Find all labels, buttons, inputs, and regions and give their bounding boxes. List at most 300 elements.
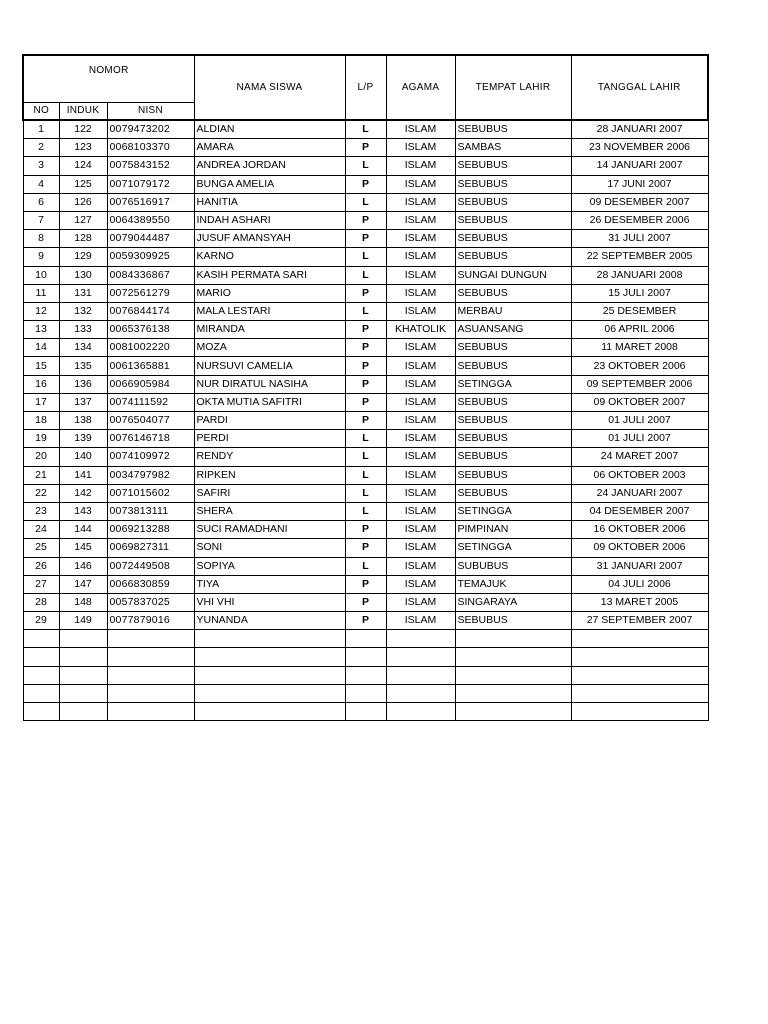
cell-nisn: 0069827311 (107, 539, 194, 557)
cell-no: 12 (23, 302, 59, 320)
cell-nisn: 0034797982 (107, 466, 194, 484)
cell-nama-siswa: MIRANDA (194, 321, 345, 339)
cell-agama: ISLAM (386, 139, 455, 157)
table-row (23, 484, 708, 502)
cell-agama: ISLAM (386, 466, 455, 484)
cell-agama-empty (386, 630, 455, 648)
cell-nama-siswa: AMARA (194, 139, 345, 157)
cell-induk-empty (59, 630, 107, 648)
table-row (23, 230, 708, 248)
cell-lp: P (345, 539, 386, 557)
cell-tanggal-lahir: 16 OKTOBER 2006 (571, 521, 708, 539)
cell-induk: 128 (59, 230, 107, 248)
cell-lp: P (345, 521, 386, 539)
cell-tempat-lahir: SEBUBUS (455, 484, 571, 502)
header-nisn: NISN (107, 103, 194, 121)
table-row (23, 175, 708, 193)
cell-induk: 133 (59, 321, 107, 339)
cell-tempat-lahir: SAMBAS (455, 139, 571, 157)
cell-tanggal-lahir: 24 MARET 2007 (571, 448, 708, 466)
cell-tempat-lahir: TEMAJUK (455, 575, 571, 593)
cell-tanggal-lahir: 27 SEPTEMBER 2007 (571, 612, 708, 630)
cell-lp: L (345, 266, 386, 284)
cell-nama-siswa-empty (194, 630, 345, 648)
cell-induk: 124 (59, 157, 107, 175)
cell-tanggal-lahir: 01 JULI 2007 (571, 430, 708, 448)
cell-agama-empty (386, 684, 455, 702)
cell-agama: ISLAM (386, 557, 455, 575)
table-row (23, 612, 708, 630)
cell-tempat-lahir: SEBUBUS (455, 412, 571, 430)
cell-tempat-lahir: SEBUBUS (455, 193, 571, 211)
cell-tempat-lahir: SEBUBUS (455, 211, 571, 229)
cell-lp: P (345, 412, 386, 430)
table-row (23, 393, 708, 411)
cell-nisn: 0072449508 (107, 557, 194, 575)
cell-agama: ISLAM (386, 539, 455, 557)
cell-tanggal-lahir: 11 MARET 2008 (571, 339, 708, 357)
cell-tempat-lahir: SEBUBUS (455, 393, 571, 411)
cell-nama-siswa: MALA LESTARI (194, 302, 345, 320)
cell-tempat-lahir: SETINGGA (455, 502, 571, 520)
cell-induk: 147 (59, 575, 107, 593)
cell-tempat-lahir: SEBUBUS (455, 448, 571, 466)
cell-lp: L (345, 484, 386, 502)
cell-nama-siswa-empty (194, 648, 345, 666)
cell-no: 10 (23, 266, 59, 284)
cell-lp: P (345, 211, 386, 229)
cell-lp-empty (345, 666, 386, 684)
cell-no: 22 (23, 484, 59, 502)
table-body (23, 120, 708, 721)
cell-agama-empty (386, 666, 455, 684)
cell-agama: KHATOLIK (386, 321, 455, 339)
cell-tempat-lahir: SETINGGA (455, 539, 571, 557)
table-row (23, 575, 708, 593)
cell-nisn: 0076844174 (107, 302, 194, 320)
cell-tanggal-lahir: 17 JUNI 2007 (571, 175, 708, 193)
cell-lp: L (345, 248, 386, 266)
cell-no-empty (23, 648, 59, 666)
cell-tempat-lahir: SETINGGA (455, 375, 571, 393)
cell-no: 27 (23, 575, 59, 593)
header-induk: INDUK (59, 103, 107, 121)
cell-tempat-lahir: SEBUBUS (455, 284, 571, 302)
cell-nama-siswa: SOPIYA (194, 557, 345, 575)
cell-nama-siswa: ALDIAN (194, 120, 345, 139)
cell-nama-siswa-empty (194, 684, 345, 702)
cell-nisn-empty (107, 648, 194, 666)
cell-nama-siswa: RIPKEN (194, 466, 345, 484)
cell-no: 24 (23, 521, 59, 539)
cell-nama-siswa: SAFIRI (194, 484, 345, 502)
cell-no: 18 (23, 412, 59, 430)
cell-agama: ISLAM (386, 284, 455, 302)
cell-tanggal-lahir: 01 JULI 2007 (571, 412, 708, 430)
cell-lp-empty (345, 684, 386, 702)
cell-nama-siswa: JUSUF AMANSYAH (194, 230, 345, 248)
table-row (23, 248, 708, 266)
table-row (23, 120, 708, 139)
cell-tanggal-lahir: 28 JANUARI 2008 (571, 266, 708, 284)
cell-no: 25 (23, 539, 59, 557)
cell-nama-siswa: SHERA (194, 502, 345, 520)
cell-tempat-lahir-empty (455, 648, 571, 666)
cell-no-empty (23, 703, 59, 721)
cell-agama: ISLAM (386, 211, 455, 229)
table-row (23, 302, 708, 320)
cell-induk: 142 (59, 484, 107, 502)
cell-nisn: 0065376138 (107, 321, 194, 339)
cell-agama: ISLAM (386, 266, 455, 284)
cell-tempat-lahir: SEBUBUS (455, 430, 571, 448)
cell-induk: 127 (59, 211, 107, 229)
table-row (23, 139, 708, 157)
cell-induk-empty (59, 666, 107, 684)
cell-nisn: 0079044487 (107, 230, 194, 248)
cell-induk: 131 (59, 284, 107, 302)
cell-nama-siswa: PERDI (194, 430, 345, 448)
cell-tanggal-lahir: 28 JANUARI 2007 (571, 120, 708, 139)
table-row (23, 412, 708, 430)
cell-nama-siswa: PARDI (194, 412, 345, 430)
cell-lp-empty (345, 630, 386, 648)
cell-tanggal-lahir: 04 DESEMBER 2007 (571, 502, 708, 520)
cell-nisn-empty (107, 703, 194, 721)
table-row (23, 375, 708, 393)
cell-lp: P (345, 321, 386, 339)
cell-no: 14 (23, 339, 59, 357)
cell-no: 17 (23, 393, 59, 411)
cell-lp: P (345, 593, 386, 611)
cell-nisn-empty (107, 666, 194, 684)
cell-agama: ISLAM (386, 120, 455, 139)
cell-agama: ISLAM (386, 502, 455, 520)
cell-induk: 140 (59, 448, 107, 466)
cell-lp: P (345, 339, 386, 357)
cell-agama: ISLAM (386, 175, 455, 193)
cell-induk-empty (59, 703, 107, 721)
cell-nisn: 0081002220 (107, 339, 194, 357)
cell-agama: ISLAM (386, 193, 455, 211)
table-row (23, 157, 708, 175)
cell-tanggal-lahir: 15 JULI 2007 (571, 284, 708, 302)
cell-no: 11 (23, 284, 59, 302)
table-row (23, 539, 708, 557)
cell-nisn: 0076516917 (107, 193, 194, 211)
cell-no: 19 (23, 430, 59, 448)
cell-no: 29 (23, 612, 59, 630)
cell-tanggal-lahir: 23 OKTOBER 2006 (571, 357, 708, 375)
cell-no: 7 (23, 211, 59, 229)
cell-no: 23 (23, 502, 59, 520)
cell-tanggal-lahir: 25 DESEMBER (571, 302, 708, 320)
cell-lp: L (345, 466, 386, 484)
cell-nama-siswa: INDAH ASHARI (194, 211, 345, 229)
cell-nisn: 0073813111 (107, 502, 194, 520)
cell-tempat-lahir: SEBUBUS (455, 357, 571, 375)
cell-lp: L (345, 430, 386, 448)
cell-nisn: 0075843152 (107, 157, 194, 175)
cell-tanggal-lahir: 09 OKTOBER 2007 (571, 393, 708, 411)
cell-lp: L (345, 193, 386, 211)
cell-nama-siswa: SUCI RAMADHANI (194, 521, 345, 539)
empty-table-row (23, 684, 708, 702)
table-row (23, 521, 708, 539)
table-row (23, 284, 708, 302)
cell-tanggal-lahir: 31 JULI 2007 (571, 230, 708, 248)
cell-induk: 134 (59, 339, 107, 357)
cell-induk: 135 (59, 357, 107, 375)
cell-tanggal-lahir: 26 DESEMBER 2006 (571, 211, 708, 229)
cell-lp: P (345, 284, 386, 302)
header-nama-siswa: NAMA SISWA (194, 55, 345, 120)
cell-tanggal-lahir-empty (571, 703, 708, 721)
cell-agama: ISLAM (386, 412, 455, 430)
cell-lp: P (345, 357, 386, 375)
header-nomor: NOMOR (23, 55, 194, 103)
cell-tempat-lahir: SUNGAI DUNGUN (455, 266, 571, 284)
cell-agama: ISLAM (386, 448, 455, 466)
cell-nama-siswa-empty (194, 666, 345, 684)
cell-lp: P (345, 175, 386, 193)
cell-tempat-lahir-empty (455, 666, 571, 684)
cell-tempat-lahir: SEBUBUS (455, 230, 571, 248)
table-row (23, 557, 708, 575)
cell-no: 13 (23, 321, 59, 339)
cell-tempat-lahir-empty (455, 703, 571, 721)
cell-induk: 130 (59, 266, 107, 284)
cell-nisn-empty (107, 684, 194, 702)
cell-induk: 132 (59, 302, 107, 320)
cell-tanggal-lahir: 09 SEPTEMBER 2006 (571, 375, 708, 393)
header-lp: L/P (345, 55, 386, 120)
cell-no-empty (23, 630, 59, 648)
cell-lp: L (345, 502, 386, 520)
cell-induk: 145 (59, 539, 107, 557)
cell-tempat-lahir-empty (455, 684, 571, 702)
cell-tempat-lahir: MERBAU (455, 302, 571, 320)
empty-table-row (23, 703, 708, 721)
cell-induk: 129 (59, 248, 107, 266)
cell-no: 28 (23, 593, 59, 611)
cell-lp-empty (345, 703, 386, 721)
cell-agama-empty (386, 703, 455, 721)
cell-induk: 143 (59, 502, 107, 520)
cell-induk-empty (59, 648, 107, 666)
cell-nama-siswa: KARNO (194, 248, 345, 266)
empty-table-row (23, 648, 708, 666)
cell-lp-empty (345, 648, 386, 666)
cell-nisn: 0074109972 (107, 448, 194, 466)
cell-tempat-lahir: SEBUBUS (455, 248, 571, 266)
cell-agama: ISLAM (386, 575, 455, 593)
cell-induk: 122 (59, 120, 107, 139)
cell-tanggal-lahir-empty (571, 684, 708, 702)
cell-agama: ISLAM (386, 375, 455, 393)
cell-nisn: 0057837025 (107, 593, 194, 611)
cell-nama-siswa: KASIH PERMATA SARI (194, 266, 345, 284)
cell-nama-siswa: SONI (194, 539, 345, 557)
cell-nisn: 0074111592 (107, 393, 194, 411)
cell-nama-siswa: ANDREA JORDAN (194, 157, 345, 175)
cell-nisn: 0069213288 (107, 521, 194, 539)
cell-nama-siswa: NURSUVI CAMELIA (194, 357, 345, 375)
table-row (23, 357, 708, 375)
cell-induk: 123 (59, 139, 107, 157)
cell-tempat-lahir-empty (455, 630, 571, 648)
cell-tanggal-lahir: 09 OKTOBER 2006 (571, 539, 708, 557)
cell-tanggal-lahir-empty (571, 666, 708, 684)
cell-induk: 144 (59, 521, 107, 539)
cell-nisn: 0066905984 (107, 375, 194, 393)
table-row (23, 430, 708, 448)
cell-tanggal-lahir-empty (571, 630, 708, 648)
table-row (23, 193, 708, 211)
cell-agama: ISLAM (386, 302, 455, 320)
cell-nisn: 0084336867 (107, 266, 194, 284)
cell-nama-siswa: YUNANDA (194, 612, 345, 630)
table-row (23, 593, 708, 611)
cell-nisn: 0071079172 (107, 175, 194, 193)
table-row (23, 266, 708, 284)
cell-no: 1 (23, 120, 59, 139)
cell-lp: L (345, 120, 386, 139)
cell-tanggal-lahir-empty (571, 648, 708, 666)
cell-no: 15 (23, 357, 59, 375)
cell-no-empty (23, 684, 59, 702)
table-row (23, 466, 708, 484)
cell-nama-siswa: HANITIA (194, 193, 345, 211)
cell-nama-siswa: BUNGA AMELIA (194, 175, 345, 193)
cell-agama: ISLAM (386, 521, 455, 539)
cell-tempat-lahir: SEBUBUS (455, 466, 571, 484)
cell-nisn: 0061365881 (107, 357, 194, 375)
cell-agama: ISLAM (386, 157, 455, 175)
cell-no: 9 (23, 248, 59, 266)
cell-no: 20 (23, 448, 59, 466)
cell-tempat-lahir: SEBUBUS (455, 175, 571, 193)
cell-nama-siswa: NUR DIRATUL NASIHA (194, 375, 345, 393)
cell-lp: L (345, 557, 386, 575)
cell-no: 16 (23, 375, 59, 393)
empty-table-row (23, 666, 708, 684)
cell-no: 2 (23, 139, 59, 157)
cell-tempat-lahir: SEBUBUS (455, 612, 571, 630)
cell-lp: L (345, 157, 386, 175)
cell-agama: ISLAM (386, 357, 455, 375)
cell-no: 4 (23, 175, 59, 193)
cell-tempat-lahir: SEBUBUS (455, 120, 571, 139)
table-row (23, 339, 708, 357)
cell-no: 8 (23, 230, 59, 248)
cell-nama-siswa: MOZA (194, 339, 345, 357)
table-row (23, 448, 708, 466)
cell-agama: ISLAM (386, 430, 455, 448)
header-tanggal-lahir: TANGGAL LAHIR (571, 55, 708, 120)
cell-nama-siswa: OKTA MUTIA SAFITRI (194, 393, 345, 411)
cell-tanggal-lahir: 14 JANUARI 2007 (571, 157, 708, 175)
cell-nisn: 0064389550 (107, 211, 194, 229)
cell-nisn: 0066830859 (107, 575, 194, 593)
cell-agama: ISLAM (386, 484, 455, 502)
cell-nama-siswa: TIYA (194, 575, 345, 593)
cell-induk: 149 (59, 612, 107, 630)
cell-lp: P (345, 393, 386, 411)
cell-lp: L (345, 448, 386, 466)
header-tempat-lahir: TEMPAT LAHIR (455, 55, 571, 120)
table-row (23, 502, 708, 520)
table-row (23, 211, 708, 229)
cell-induk-empty (59, 684, 107, 702)
cell-agama: ISLAM (386, 393, 455, 411)
cell-no: 3 (23, 157, 59, 175)
cell-induk: 146 (59, 557, 107, 575)
cell-no: 21 (23, 466, 59, 484)
cell-induk: 139 (59, 430, 107, 448)
cell-lp: P (345, 230, 386, 248)
cell-tanggal-lahir: 31 JANUARI 2007 (571, 557, 708, 575)
cell-nama-siswa: MARIO (194, 284, 345, 302)
cell-no-empty (23, 666, 59, 684)
cell-lp: P (345, 575, 386, 593)
table-header (23, 55, 708, 120)
cell-agama: ISLAM (386, 248, 455, 266)
cell-induk: 126 (59, 193, 107, 211)
cell-tempat-lahir: SEBUBUS (455, 157, 571, 175)
cell-nisn: 0068103370 (107, 139, 194, 157)
cell-lp: P (345, 375, 386, 393)
cell-tanggal-lahir: 04 JULI 2006 (571, 575, 708, 593)
header-no: NO (23, 103, 59, 121)
cell-tempat-lahir: ASUANSANG (455, 321, 571, 339)
cell-induk: 136 (59, 375, 107, 393)
cell-tanggal-lahir: 06 OKTOBER 2003 (571, 466, 708, 484)
cell-induk: 141 (59, 466, 107, 484)
cell-tanggal-lahir: 23 NOVEMBER 2006 (571, 139, 708, 157)
cell-nisn: 0076146718 (107, 430, 194, 448)
cell-induk: 125 (59, 175, 107, 193)
cell-induk: 138 (59, 412, 107, 430)
cell-agama: ISLAM (386, 339, 455, 357)
cell-nisn: 0072561279 (107, 284, 194, 302)
cell-tempat-lahir: SEBUBUS (455, 339, 571, 357)
cell-agama: ISLAM (386, 612, 455, 630)
cell-tanggal-lahir: 06 APRIL 2006 (571, 321, 708, 339)
cell-tanggal-lahir: 09 DESEMBER 2007 (571, 193, 708, 211)
cell-agama-empty (386, 648, 455, 666)
cell-induk: 137 (59, 393, 107, 411)
cell-nisn: 0059309925 (107, 248, 194, 266)
cell-lp: L (345, 302, 386, 320)
cell-nisn: 0077879016 (107, 612, 194, 630)
cell-nama-siswa: VHI VHI (194, 593, 345, 611)
cell-tempat-lahir: SUBUBUS (455, 557, 571, 575)
cell-agama: ISLAM (386, 230, 455, 248)
cell-nisn-empty (107, 630, 194, 648)
cell-lp: P (345, 612, 386, 630)
cell-tanggal-lahir: 22 SEPTEMBER 2005 (571, 248, 708, 266)
empty-table-row (23, 630, 708, 648)
header-agama: AGAMA (386, 55, 455, 120)
cell-tempat-lahir: SINGARAYA (455, 593, 571, 611)
cell-nisn: 0071015602 (107, 484, 194, 502)
cell-no: 26 (23, 557, 59, 575)
cell-tanggal-lahir: 13 MARET 2005 (571, 593, 708, 611)
student-roster-table (22, 54, 709, 721)
cell-nama-siswa-empty (194, 703, 345, 721)
cell-nama-siswa: RENDY (194, 448, 345, 466)
